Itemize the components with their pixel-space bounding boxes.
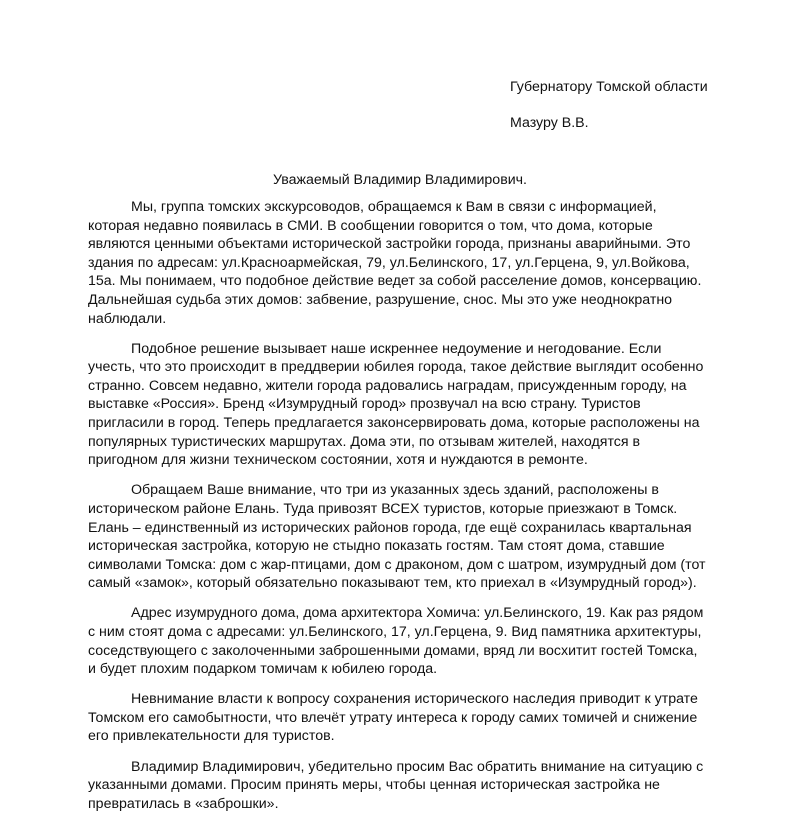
letter-body — [88, 198, 706, 825]
addressee-block — [510, 78, 790, 132]
paragraph-3: Обращаем Ваше внимание, что три из указанных здесь зданий, расположены в историческом районе Елань. Туда привозят ВСЕХ туристов, которые приезжают в Томск. Елань – единственный из исторических районов города, где ещё сохранилась квартальная историческая застройка, которую не стыдно показать гостям. Там стоят дома, ставшие символами Томска: дом с жар-птицами, дом с драконом, дом с шатром, изумрудный дом (тот самый «замок», который обязательно показывают тем, кто приехал в «Изумрудный город»). — [88, 482, 706, 592]
paragraph-1: Мы, группа томских экскурсоводов, обращаемся к Вам в связи с информацией, которая недавно появилась в СМИ. В сообщении говорится о том, что дома, которые являются ценными объектами исторической застройки города, признаны аварийными. Это здания по адресам: ул.Красноармейская, 79, ул.Белинского, 17, ул.Герцена, 9, ул.Войкова, 15а. Мы понимаем, что подобное действие ведет за собой расселение домов, консервацию. Дальнейшая судьба этих домов: забвение, разрушение, снос. Мы это уже неоднократно наблюдали. — [88, 199, 702, 327]
paragraph-5: Невнимание власти к вопросу сохранения исторического наследия приводит к утрате Томском его самобытности, что влечёт утрату интереса к городу самих томичей и снижение его привлекательности для туристов. — [88, 691, 698, 745]
salutation: Уважаемый Владимир Владимирович. — [272, 172, 527, 188]
paragraph-6: Владимир Владимирович, убедительно просим Вас обратить внимание на ситуацию с указанными домами. Просим принять меры, чтобы ценная историческая застройка не превратилась в «заброшки». — [88, 758, 704, 812]
addressee-name: Мазуру В.В. — [510, 114, 589, 131]
addressee-title: Губернатору Томской области — [510, 79, 708, 95]
paragraph-2: Подобное решение вызывает наше искреннее недоумение и негодование. Если учесть, что это происходит в преддверии юбилея города, такое действие выглядит особенно странно. Совсем недавно, жители города радовались наградам, присужденным городу, на выставке «Россия». Бренд «Изумрудный город» прозвучал на всю страну. Туристов пригласили в город. Теперь предлагается законсервировать дома, которые расположены на популярных туристических маршрутах. Дома эти, по отзывам жителей, находятся в пригодном для жизни техническом состоянии, хотя и нуждаются в ремонте. — [88, 340, 704, 469]
paragraph-4: Адрес изумрудного дома, дома архитектора Хомича: ул.Белинского, 19. Как раз рядом с ним стоят дома с адресами: ул.Белинского, 17, ул.Герцена, 9. Вид памятника архитектуры, соседствующего с заколоченными заброшенными домами, вряд ли восхитит гостей Томска, и будет плохим подарком томичам к юбилею города. — [88, 605, 704, 678]
